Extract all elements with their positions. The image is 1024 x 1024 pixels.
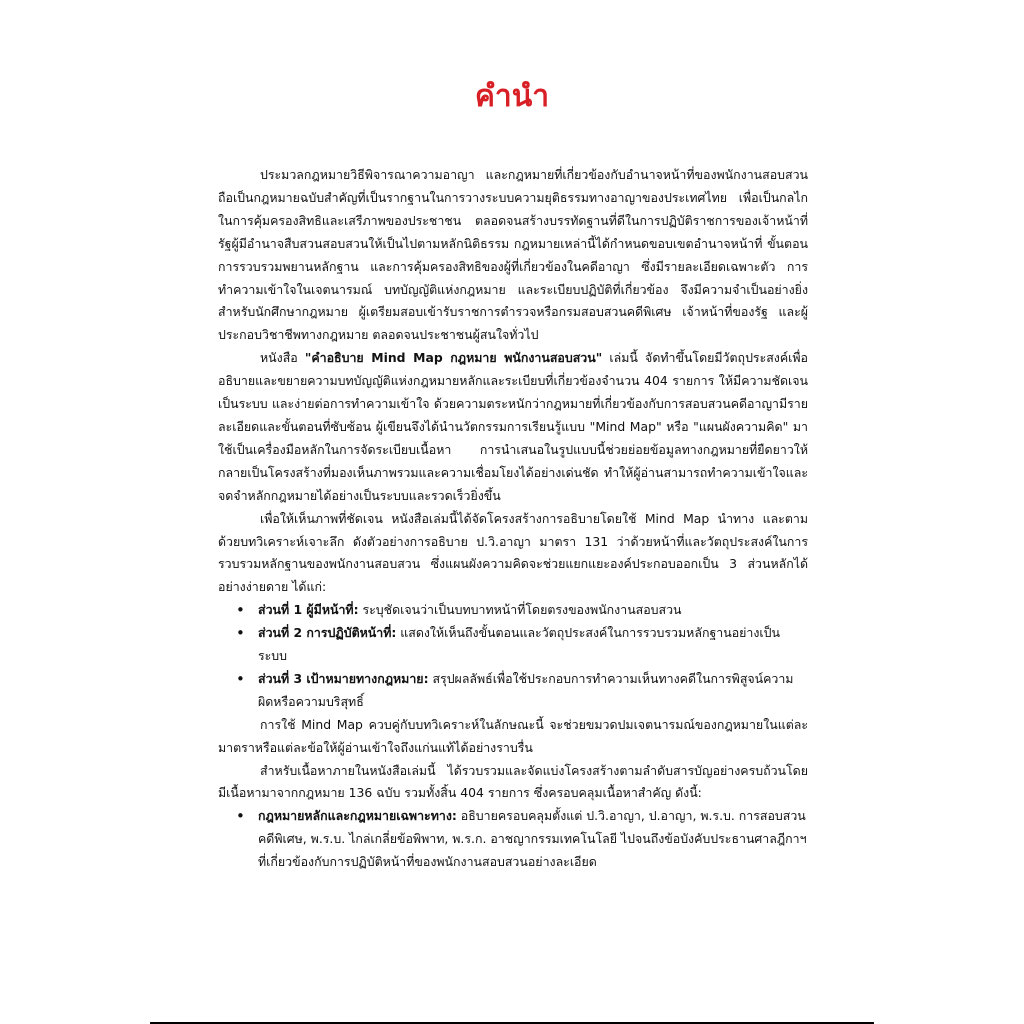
paragraph-2 <box>218 347 808 507</box>
list-item-lead: กฎหมายหลักและกฎหมายเฉพาะทาง: <box>258 808 457 824</box>
paragraph-5: สำหรับเนื้อหาภายในหนังสือเล่มนี้ ได้รวบรวมและจัดแบ่งโครงสร้างตามลำดับสารบัญอย่างครบถ้วนโดยมีเนื้อหามาจากกฎหมาย 136 ฉบับ รวมทั้งสิ้น 404 รายการ ซึ่งครอบคลุมเนื้อหาสำคัญ ดังนี้: <box>218 762 808 801</box>
list-item <box>218 599 808 622</box>
list-item-lead: ส่วนที่ 1 ผู้มีหน้าที่: <box>258 602 359 618</box>
list-item-lead: ส่วนที่ 3 เป้าหมายทางกฎหมาย: <box>258 670 429 686</box>
document-body <box>218 164 808 874</box>
content-list <box>218 805 808 874</box>
list-item-text: แสดงให้เห็นถึงขั้นตอนและวัตถุประสงค์ในการรวบรวมหลักฐานอย่างเป็นระบบ <box>258 625 780 664</box>
book-title: "คำอธิบาย Mind Map กฎหมาย พนักงานสอบสวน" <box>304 350 603 366</box>
paragraph-2-rest: เล่มนี้ จัดทำขึ้นโดยมีวัตถุประสงค์เพื่ออธิบายและขยายความบทบัญญัติแห่งกฎหมายหลักและระเบียบที่เกี่ยวข้องจำนวน 404 รายการ ให้มีความชัดเจน เป็นระบบ และง่ายต่อการทำความเข้าใจ ด้วยความตระหนักว่ากฎหมายที่เกี่ยวข้องกับการสอบสวนคดีอาญามีรายละเอียดและขั้นตอนที่ซับซ้อน ผู้เขียนจึงได้นำนวัตกรรมการเรียนรู้แบบ "Mind Map" หรือ "แผนผังความคิด" มาใช้เป็นเครื่องมือหลักในการจัดระเบียบเนื้อหา การนำเสนอในรูปแบบนี้ช่วยย่อยข้อมูลทางกฎหมายที่ยืดยาวให้กลายเป็นโครงสร้างที่มองเห็นภาพรวมและความเชื่อมโยงได้อย่างเด่นชัด ทำให้ผู้อ่านสามารถทำความเข้าใจและจดจำหลักกฎหมายได้อย่างเป็นระบบและรวดเร็วยิ่งขึ้น <box>218 350 809 503</box>
paragraph-4: การใช้ Mind Map ควบคู่กับบทวิเคราะห์ในลักษณะนี้ จะช่วยขมวดปมเจตนารมณ์ของกฎหมายในแต่ละมาตราหรือแต่ละข้อให้ผู้อ่านเข้าใจถึงแก่นแท้ได้อย่างราบรื่น <box>218 716 808 755</box>
list-item-text: สรุปผลลัพธ์เพื่อใช้ประกอบการทำความเห็นทางคดีในการพิสูจน์ความผิดหรือความบริสุทธิ์ <box>258 670 794 709</box>
list-item-text: อธิบายครอบคลุมตั้งแต่ ป.วิ.อาญา, ป.อาญา, พ.ร.บ. การสอบสวนคดีพิเศษ, พ.ร.บ. ไกล่เกลี่ยข้อพิพาท, พ.ร.ก. อาชญากรรมเทคโนโลยี ไปจนถึงข้อบังคับประธานศาลฎีกาฯ ที่เกี่ยวข้องกับการปฏิบัติหน้าที่ของพนักงานสอบสวนอย่างละเอียด <box>258 808 807 870</box>
list-item-text: ระบุชัดเจนว่าเป็นบทบาทหน้าที่โดยตรงของพนักงานสอบสวน <box>358 602 682 618</box>
paragraph-3: เพื่อให้เห็นภาพที่ชัดเจน หนังสือเล่มนี้ได้จัดโครงสร้างการอธิบายโดยใช้ Mind Map นำทาง และตามด้วยบทวิเคราะห์เจาะลึก ดังตัวอย่างการอธิบาย ป.วิ.อาญา มาตรา 131 ว่าด้วยหน้าที่และวัตถุประสงค์ในการรวบรวมหลักฐานของพนักงานสอบสวน ซึ่งแผนผังความคิดจะช่วยแยกแยะองค์ประกอบออกเป็น 3 ส่วนหลักได้อย่างง่ายดาย ได้แก่: <box>218 510 808 595</box>
list-item <box>218 805 808 874</box>
paragraph-2-start: หนังสือ <box>260 350 305 366</box>
section-list <box>218 599 808 714</box>
list-item <box>218 622 808 668</box>
page-title: คำนำ <box>474 79 550 114</box>
paragraph-1: ประมวลกฎหมายวิธีพิจารณาความอาญา และกฎหมายที่เกี่ยวข้องกับอำนาจหน้าที่ของพนักงานสอบสวน ถือเป็นกฎหมายฉบับสำคัญที่เป็นรากฐานในการวางระบบความยุติธรรมทางอาญาของประเทศไทย เพื่อเป็นกลไกในการคุ้มครองสิทธิและเสรีภาพของประชาชน ตลอดจนสร้างบรรทัดฐานที่ดีในการปฏิบัติราชการของเจ้าหน้าที่รัฐผู้มีอำนาจสืบสวนสอบสวนให้เป็นไปตามหลักนิติธรรม กฎหมายเหล่านี้ได้กำหนดขอบเขตอำนาจหน้าที่ ขั้นตอนการรวบรวมพยานหลักฐาน และการคุ้มครองสิทธิของผู้ที่เกี่ยวข้องในคดีอาญา ซึ่งมีรายละเอียดเฉพาะตัว การทำความเข้าใจในเจตนารมณ์ บทบัญญัติแห่งกฎหมาย และระเบียบปฏิบัติที่เกี่ยวข้อง จึงมีความจำเป็นอย่างยิ่งสำหรับนักศึกษากฎหมาย ผู้เตรียมสอบเข้ารับราชการตำรวจหรือกรมสอบสวนคดีพิเศษ เจ้าหน้าที่ของรัฐ และผู้ประกอบวิชาชีพทางกฎหมาย ตลอดจนประชาชนผู้สนใจทั่วไป <box>218 167 808 343</box>
list-item <box>218 668 808 714</box>
list-item-lead: ส่วนที่ 2 การปฏิบัติหน้าที่: <box>258 625 397 641</box>
